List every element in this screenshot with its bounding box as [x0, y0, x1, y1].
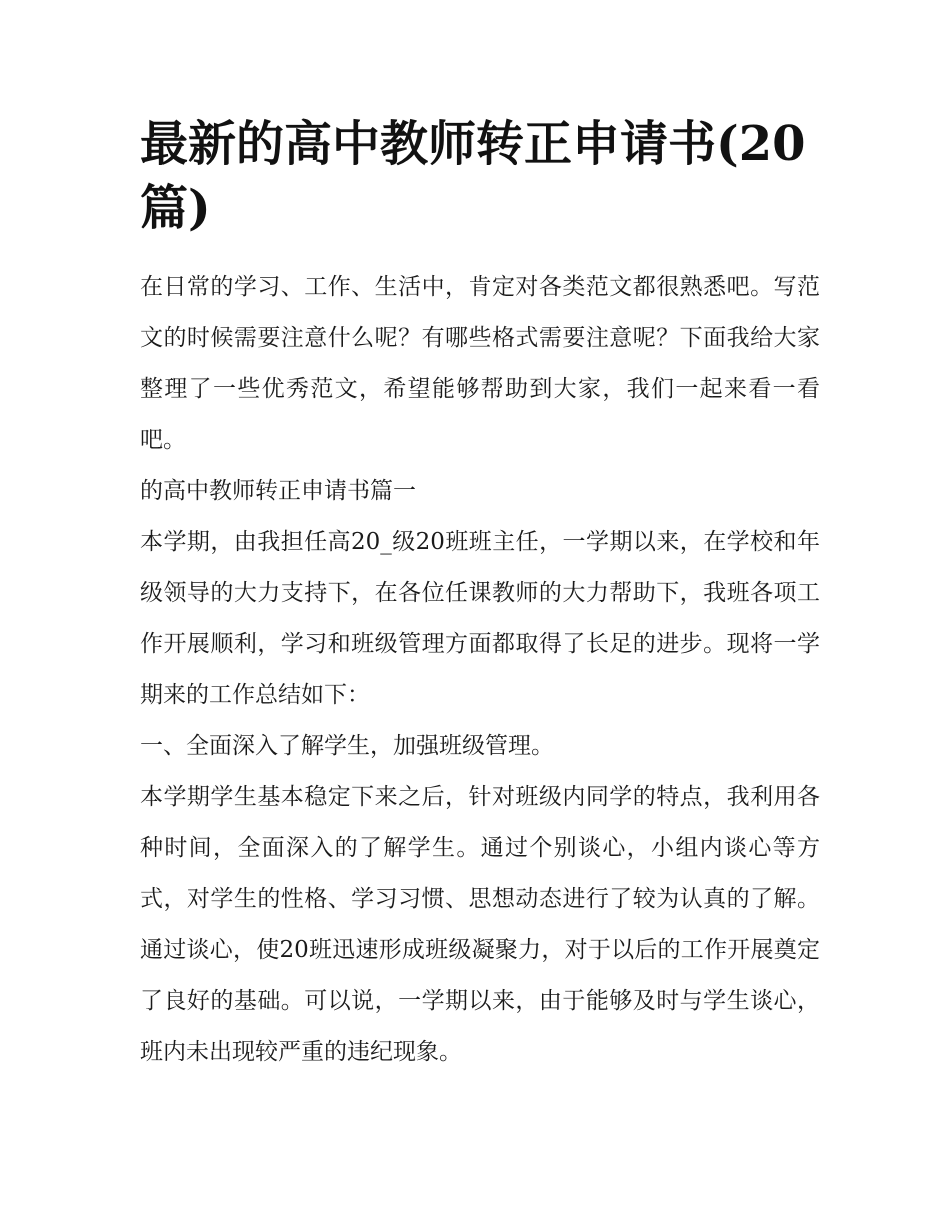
body-paragraph: 本学期，由我担任高20_级20班班主任，一学期以来，在学校和年级领导的大力支持下，在各位任课教师的大力帮助下，我班各项工作开展顺利，学习和班级管理方面都取得了长足的进步。现将一学期来的工作总结如下： [140, 529, 820, 708]
section-heading: 的高中教师转正申请书篇一 [140, 478, 416, 504]
document-title: 最新的高中教师转正申请书(20篇) [140, 116, 806, 236]
body-paragraph: 本学期学生基本稳定下来之后，针对班级内同学的特点，我利用各种时间，全面深入的了解学生。通过个别谈心，小组内谈心等方式，对学生的性格、学习习惯、思想动态进行了较为认真的了解。通过谈心，使20班迅速形成班级凝聚力，对于以后的工作开展奠定了良好的基础。可以说，一学期以来，由于能够及时与学生谈心，班内未出现较严重的违纪现象。 [140, 784, 820, 1065]
subsection-heading: 一、全面深入了解学生，加强班级管理。 [140, 733, 554, 759]
intro-paragraph: 在日常的学习、工作、生活中，肯定对各类范文都很熟悉吧。写范文的时候需要注意什么呢？有哪些格式需要注意呢？下面我给大家整理了一些优秀范文，希望能够帮助到大家，我们一起来看一看吧。 [140, 274, 820, 453]
document-body [140, 112, 820, 1078]
